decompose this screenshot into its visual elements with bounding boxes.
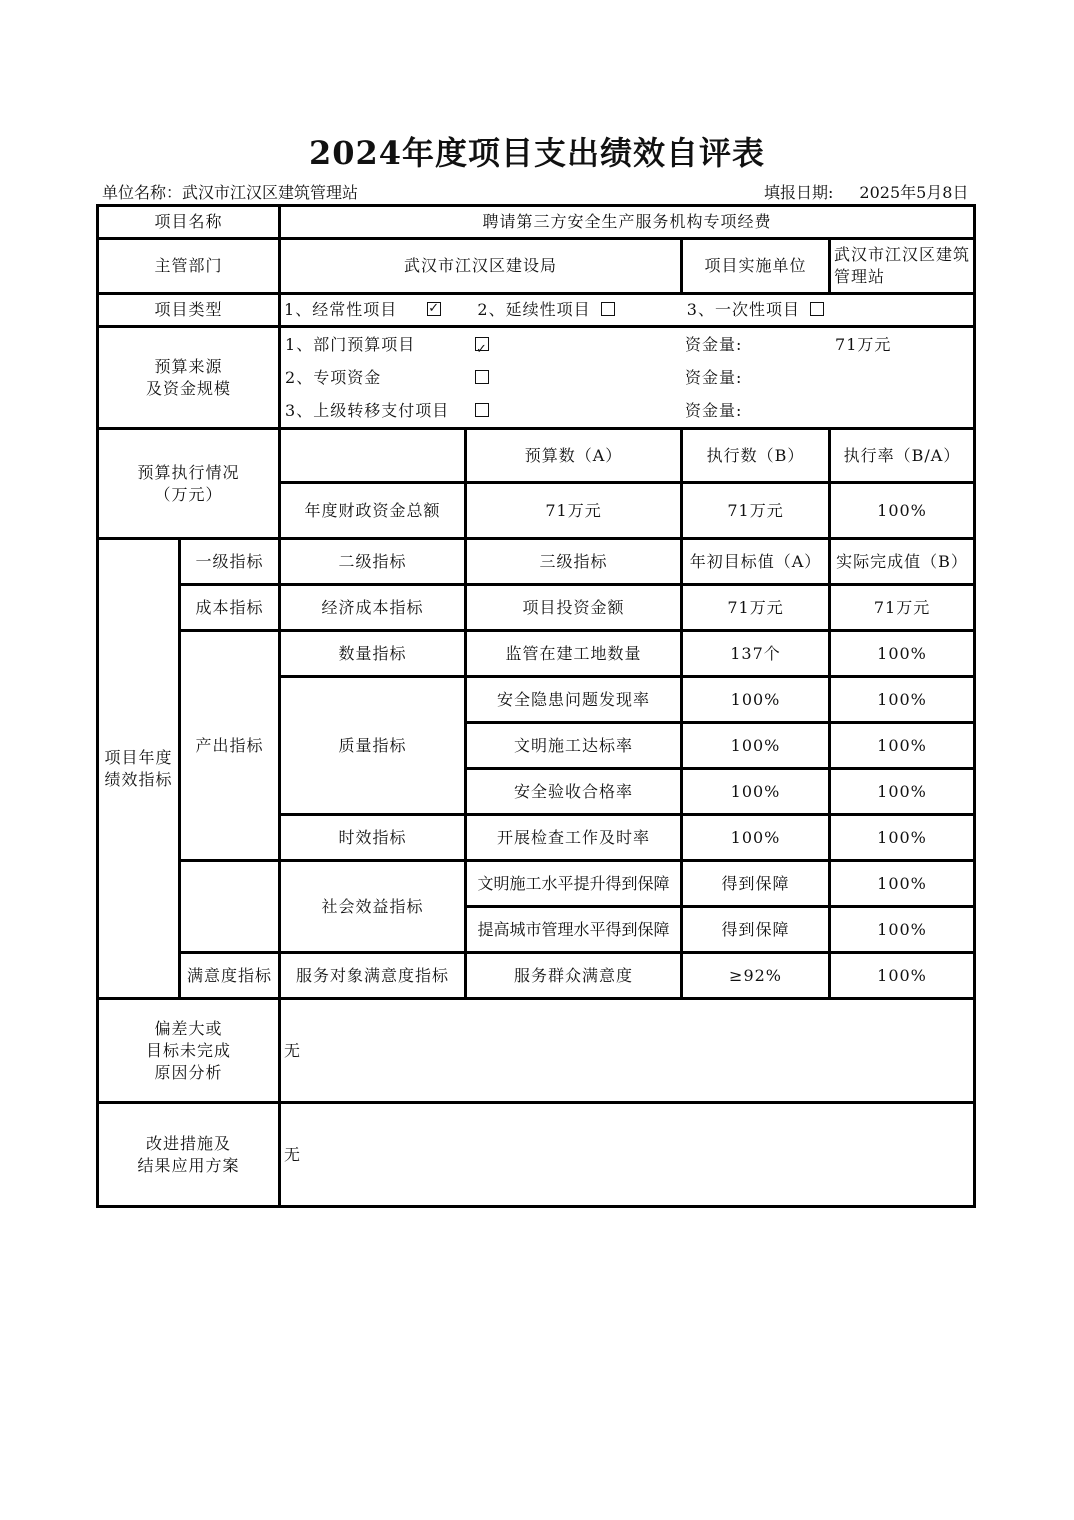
deviation-value: 无 <box>280 999 975 1103</box>
checkbox-empty-icon[interactable] <box>475 403 489 417</box>
impl-unit-value: 武汉市江汉区建筑管理站 <box>830 239 975 294</box>
table-row: 文明施工达标率 100% 100% <box>98 723 975 769</box>
project-name-value: 聘请第三方安全生产服务机构专项经费 <box>280 206 975 239</box>
project-name-label: 项目名称 <box>98 206 280 239</box>
checkbox-empty-icon[interactable] <box>810 302 824 316</box>
budget-amount: 71万元 <box>835 335 892 354</box>
project-type-options <box>280 294 975 327</box>
exec-header-blank <box>280 429 466 483</box>
exec-rate-value: 100% <box>830 483 975 539</box>
budget-source-item: 3、上级转移支付项目 资金量: <box>285 401 743 420</box>
checkbox-empty-icon[interactable] <box>475 370 489 384</box>
deviation-label: 偏差大或 目标未完成 原因分析 <box>98 999 280 1103</box>
page-title: 2024年度项目支出绩效自评表 <box>308 134 766 172</box>
date-label: 填报日期: <box>764 183 834 202</box>
checkbox-checked-icon[interactable] <box>475 337 489 351</box>
budget-source-item: 2、专项资金 资金量: <box>285 368 743 387</box>
date-value: 2025年5月8日 <box>859 183 969 202</box>
perf-label: 项目年度 绩效指标 <box>98 539 180 999</box>
ptype-option-regular: 1、经常性项目✓ <box>284 300 441 319</box>
perf-header-actual: 实际完成值（B） <box>830 539 975 585</box>
perf-header-l1: 一级指标 <box>180 539 280 585</box>
exec-header-executed: 执行数（B） <box>682 429 830 483</box>
table-row: 满意度指标 服务对象满意度指标 服务群众满意度 ≥92% 100% <box>98 953 975 999</box>
improvement-value: 无 <box>280 1103 975 1207</box>
exec-header-rate: 执行率（B/A） <box>830 429 975 483</box>
perf-header-target: 年初目标值（A） <box>682 539 830 585</box>
checkbox-checked-icon[interactable] <box>427 302 441 316</box>
budget-source-list <box>280 327 975 429</box>
perf-header-l3: 三级指标 <box>466 539 682 585</box>
ptype-option-continuing: 2、延续性项目 <box>477 300 614 319</box>
unit-name: 单位名称：武汉市江汉区建筑管理站 <box>102 183 359 202</box>
table-row: 时效指标 开展检查工作及时率 100% 100% <box>98 815 975 861</box>
fill-date <box>764 180 969 203</box>
exec-header-budget: 预算数（A） <box>466 429 682 483</box>
table-row: 提高城市管理水平得到保障 得到保障 100% <box>98 907 975 953</box>
table-row: 社会效益指标 文明施工水平提升得到保障 得到保障 100% <box>98 861 975 907</box>
table-row: 成本指标 经济成本指标 项目投资金额 71万元 71万元 <box>98 585 975 631</box>
exec-row-label: 年度财政资金总额 <box>280 483 466 539</box>
perf-header-l2: 二级指标 <box>280 539 466 585</box>
budget-source-item: 1、部门预算项目 ✓ 资金量: 71万元 <box>281 328 973 361</box>
exec-executed-value: 71万元 <box>682 483 830 539</box>
output-indicator-label: 产出指标 <box>180 631 280 861</box>
exec-label: 预算执行情况 （万元） <box>98 429 280 539</box>
checkbox-empty-icon[interactable] <box>601 302 615 316</box>
dept-value: 武汉市江汉区建设局 <box>280 239 682 294</box>
social-indicator-label: 社会效益指标 <box>280 861 466 953</box>
improvement-label: 改进措施及 结果应用方案 <box>98 1103 280 1207</box>
benefit-l1-blank <box>180 861 280 953</box>
impl-unit-label: 项目实施单位 <box>682 239 830 294</box>
dept-label: 主管部门 <box>98 239 280 294</box>
evaluation-table <box>96 204 976 1208</box>
table-row: 产出指标 数量指标 监管在建工地数量 137个 100% <box>98 631 975 677</box>
budget-source-label: 预算来源 及资金规模 <box>98 327 280 429</box>
quality-indicator-label: 质量指标 <box>280 677 466 815</box>
project-type-label: 项目类型 <box>98 294 280 327</box>
exec-budget-value: 71万元 <box>466 483 682 539</box>
ptype-option-onetime: 3、一次性项目 <box>687 300 824 319</box>
table-row: 质量指标 安全隐患问题发现率 100% 100% <box>98 677 975 723</box>
table-row: 安全验收合格率 100% 100% <box>98 769 975 815</box>
